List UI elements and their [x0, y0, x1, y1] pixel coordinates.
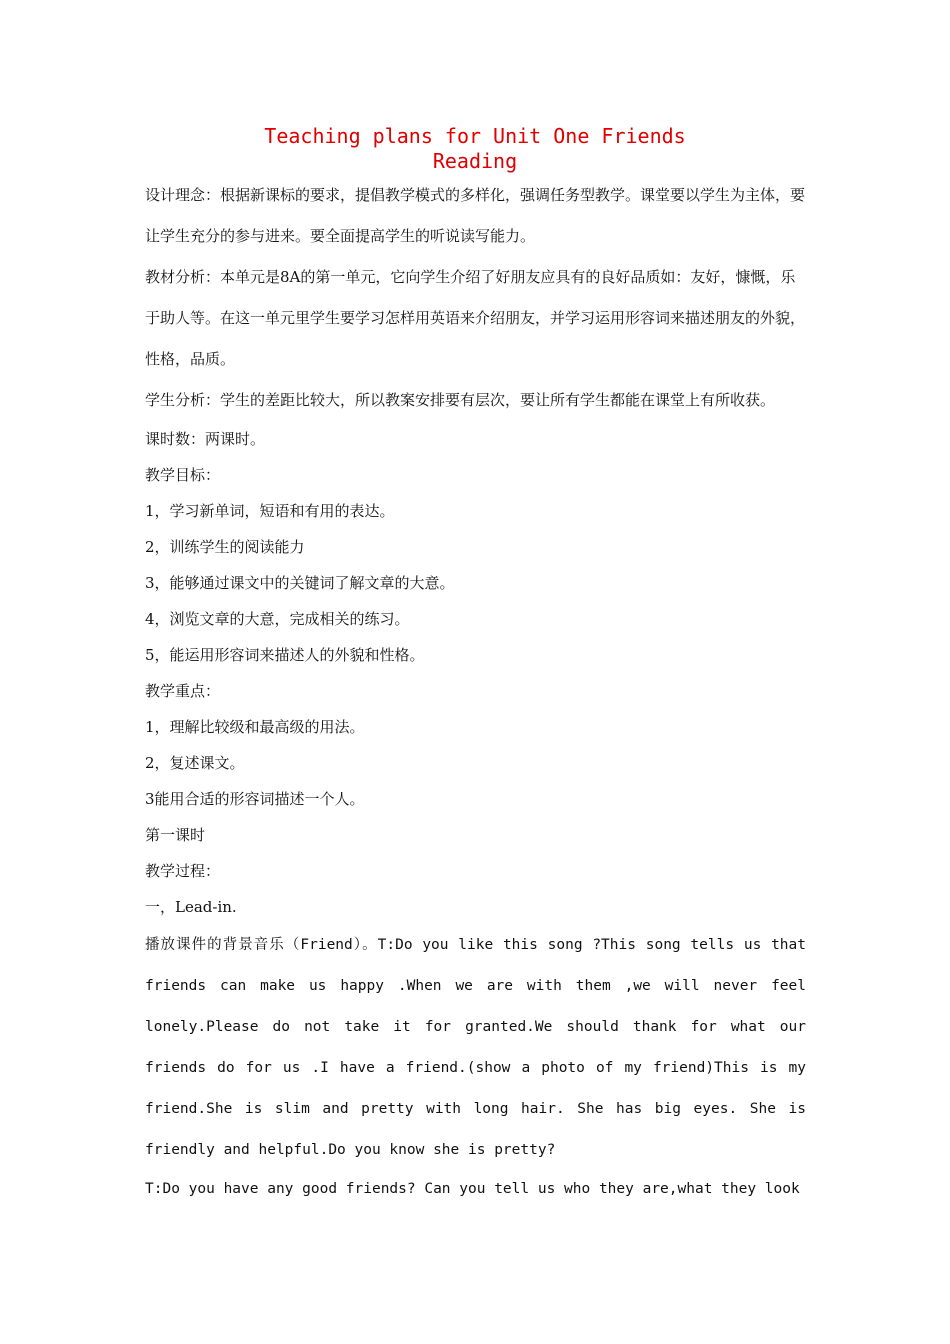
key-point-1: 1，理解比较级和最高级的用法。 — [145, 718, 365, 736]
goal-item-1: 1，学习新单词，短语和有用的表达。 — [145, 502, 395, 520]
paragraph-design-concept: 设计理念：根据新课标的要求，提倡教学模式的多样化，强调任务型教学。课堂要以学生为主体，要让学生充分的参与进来。要全面提高学生的听说读写能力。 — [145, 186, 806, 245]
paragraph-material-analysis: 教材分析：本单元是8A的第一单元，它向学生介绍了好朋友应具有的良好品质如：友好，慷慨，乐于助人等。在这一单元里学生要学习怎样用英语来介绍朋友，并学习运用形容词来描述朋友的外貌，性格，品质。 — [145, 268, 806, 368]
heading-teaching-goals: 教学目标： — [145, 466, 221, 484]
heading-first-lesson: 第一课时 — [145, 826, 206, 844]
goal-item-4: 4，浏览文章的大意，完成相关的练习。 — [145, 610, 410, 628]
heading-teaching-process: 教学过程： — [145, 862, 221, 880]
key-point-2: 2，复述课文。 — [145, 754, 245, 772]
step-lead-in: 一，Lead-in. — [145, 898, 237, 916]
goal-item-2: 2，训练学生的阅读能力 — [145, 538, 305, 556]
goal-item-3: 3，能够通过课文中的关键词了解文章的大意。 — [145, 574, 455, 592]
title-line-2: Reading — [432, 149, 518, 173]
heading-key-points: 教学重点： — [145, 682, 221, 700]
title-line-1: Teaching plans for Unit One Friends — [264, 124, 686, 148]
goal-item-5: 5，能运用形容词来描述人的外貌和性格。 — [145, 646, 425, 664]
document-title — [0, 124, 950, 174]
key-point-3: 3能用合适的形容词描述一个人。 — [145, 790, 365, 808]
paragraph-good-friends-question: T:Do you have any good friends? Can you tell us who they are,what they look — [145, 1181, 800, 1197]
document-body — [145, 175, 806, 1207]
paragraph-student-analysis: 学生分析：学生的差距比较大，所以教案安排要有层次，要让所有学生都能在课堂上有所收获。 — [145, 391, 776, 409]
paragraph-lesson-count: 课时数：两课时。 — [145, 430, 266, 448]
paragraph-lead-in-script: 播放课件的背景音乐（Friend）。T:Do you like this song ?This song tells us that friends can make us happy .When we are with them ,we will never feel lonely.Please do not take it for granted.We should thank for what our friends do for us .I have a friend.(show a photo of my friend)This is my friend.She is slim and pretty with long hair. She has big eyes. She is friendly and helpful.Do you know she is pretty? — [145, 937, 806, 1158]
